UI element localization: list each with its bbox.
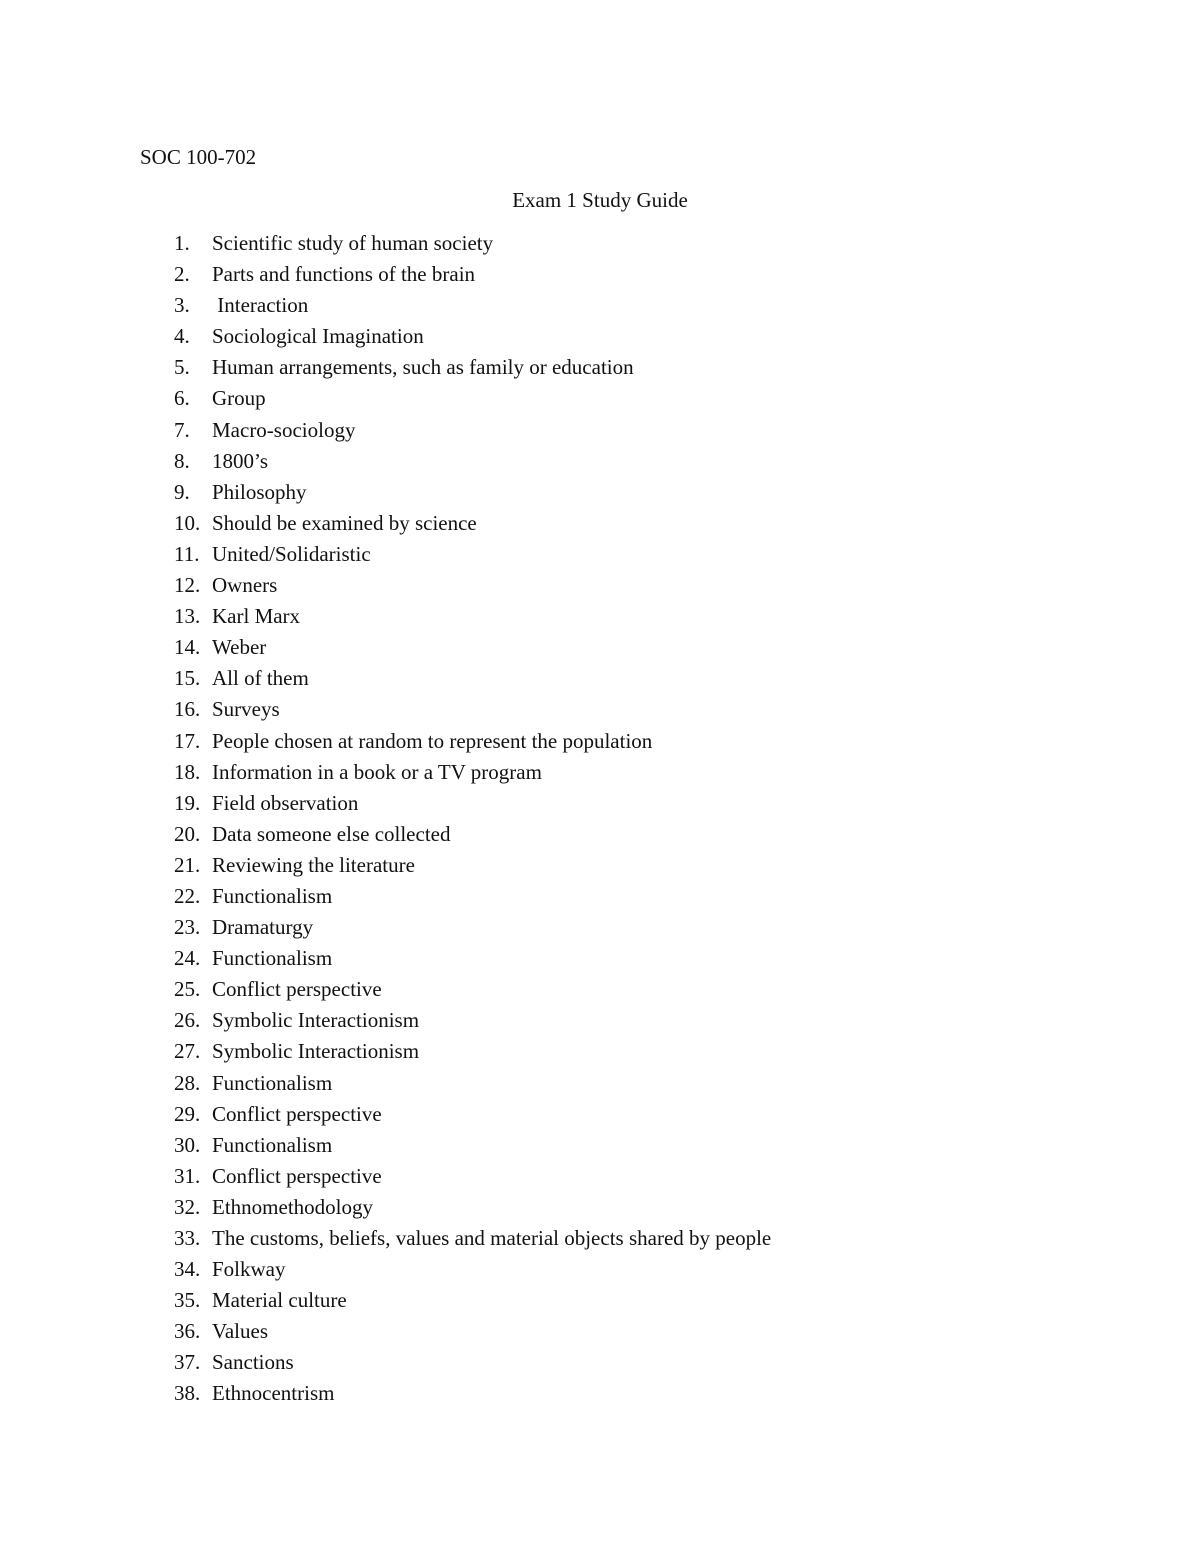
list-item-text: Sanctions bbox=[212, 1350, 294, 1375]
list-item-number: 32. bbox=[174, 1194, 201, 1219]
list-item-number: 20. bbox=[174, 821, 201, 846]
list-item-number: 36. bbox=[174, 1319, 201, 1344]
list-item-text: Conflict perspective bbox=[212, 1101, 382, 1126]
list-item-number: 3. bbox=[174, 293, 190, 318]
list-item-number: 11. bbox=[174, 541, 200, 566]
list-item-text: Field observation bbox=[212, 790, 359, 815]
list-item-number: 33. bbox=[174, 1226, 201, 1250]
list-item-number: 30. bbox=[174, 1132, 201, 1157]
list-item-text: Folkway bbox=[212, 1257, 286, 1282]
list-item-number: 23. bbox=[174, 915, 201, 940]
list-item-number: 26. bbox=[174, 1008, 201, 1033]
list-item-number: 29. bbox=[174, 1101, 201, 1126]
page-title: Exam 1 Study Guide bbox=[512, 188, 688, 212]
list-item-number: 6. bbox=[174, 386, 190, 411]
list-item-text: Sociological Imagination bbox=[212, 324, 424, 349]
list-item-text: Reviewing the literature bbox=[212, 852, 415, 877]
list-item-number: 22. bbox=[174, 883, 201, 908]
list-item-number: 27. bbox=[174, 1039, 201, 1064]
list-item-number: 19. bbox=[174, 790, 201, 815]
list-item-number: 14. bbox=[174, 635, 201, 660]
list-item-text: Functionalism bbox=[212, 883, 333, 908]
list-item-number: 18. bbox=[174, 759, 201, 784]
list-item-text: People chosen at random to represent the population bbox=[212, 728, 653, 753]
list-item-number: 21. bbox=[174, 852, 201, 877]
list-item-text: Data someone else collected bbox=[212, 821, 451, 846]
list-item-number: 28. bbox=[174, 1070, 201, 1095]
list-item-number: 37. bbox=[174, 1350, 201, 1375]
list-item-text: Surveys bbox=[212, 697, 280, 722]
list-item-text: Macro-sociology bbox=[212, 417, 356, 442]
list-item-text: Functionalism bbox=[212, 1132, 333, 1157]
list-item-number: 2. bbox=[174, 262, 190, 287]
list-item-text: Symbolic Interactionism bbox=[212, 1008, 420, 1033]
list-item-number: 12. bbox=[174, 573, 201, 598]
list-item-number: 24. bbox=[174, 946, 201, 971]
list-item-text: Values bbox=[212, 1319, 268, 1344]
list-item-text: Information in a book or a TV program bbox=[212, 759, 542, 784]
list-item-text: Owners bbox=[212, 573, 278, 598]
list-item-text: Conflict perspective bbox=[212, 1163, 382, 1188]
list-item-number: 9. bbox=[174, 479, 190, 504]
list-item-text: Parts and functions of the brain bbox=[212, 262, 476, 287]
list-item-text: Ethnomethodology bbox=[212, 1194, 373, 1219]
list-item-number: 15. bbox=[174, 666, 201, 691]
list-item-text: Weber bbox=[212, 635, 267, 660]
list-item-number: 7. bbox=[174, 417, 190, 442]
list-item-text: Philosophy bbox=[212, 479, 307, 504]
list-item-text: Karl Marx bbox=[212, 604, 301, 629]
list-item-number: 38. bbox=[174, 1381, 201, 1406]
list-item-number: 5. bbox=[174, 355, 190, 380]
list-item-text: Material culture bbox=[212, 1288, 347, 1313]
list-item-number: 17. bbox=[174, 728, 201, 753]
list-item-text: Conflict perspective bbox=[212, 977, 382, 1002]
list-item-text: Human arrangements, such as family or education bbox=[212, 355, 634, 380]
list-item-text: Should be examined by science bbox=[212, 510, 477, 535]
list-item-number: 13. bbox=[174, 604, 201, 629]
list-item-number: 4. bbox=[174, 324, 190, 349]
list-item-number: 8. bbox=[174, 448, 190, 473]
list-item-text: Functionalism bbox=[212, 946, 333, 971]
list-item-text: Group bbox=[212, 386, 266, 411]
list-item-text: All of them bbox=[212, 666, 309, 691]
list-item-number: 25. bbox=[174, 977, 201, 1002]
list-item-text: Symbolic Interactionism bbox=[212, 1039, 420, 1064]
list-item-text: Functionalism bbox=[212, 1070, 333, 1095]
list-item-number: 10. bbox=[174, 510, 201, 535]
list-item-text: Scientific study of human society bbox=[212, 231, 494, 255]
list-item-text: United/Solidaristic bbox=[212, 541, 371, 566]
list-item-number: 1. bbox=[174, 231, 190, 255]
list-item-number: 16. bbox=[174, 697, 201, 722]
list-item-text: The customs, beliefs, values and material objects shared by people bbox=[212, 1226, 772, 1250]
list-item-text: 1800’s bbox=[212, 448, 269, 473]
list-item-text: Interaction bbox=[212, 293, 309, 318]
list-item-number: 31. bbox=[174, 1163, 201, 1188]
list-item-number: 35. bbox=[174, 1288, 201, 1313]
course-code: SOC 100-702 bbox=[140, 145, 257, 169]
list-item-number: 34. bbox=[174, 1257, 201, 1282]
list-item-text: Dramaturgy bbox=[212, 915, 314, 940]
list-item-text: Ethnocentrism bbox=[212, 1381, 335, 1406]
